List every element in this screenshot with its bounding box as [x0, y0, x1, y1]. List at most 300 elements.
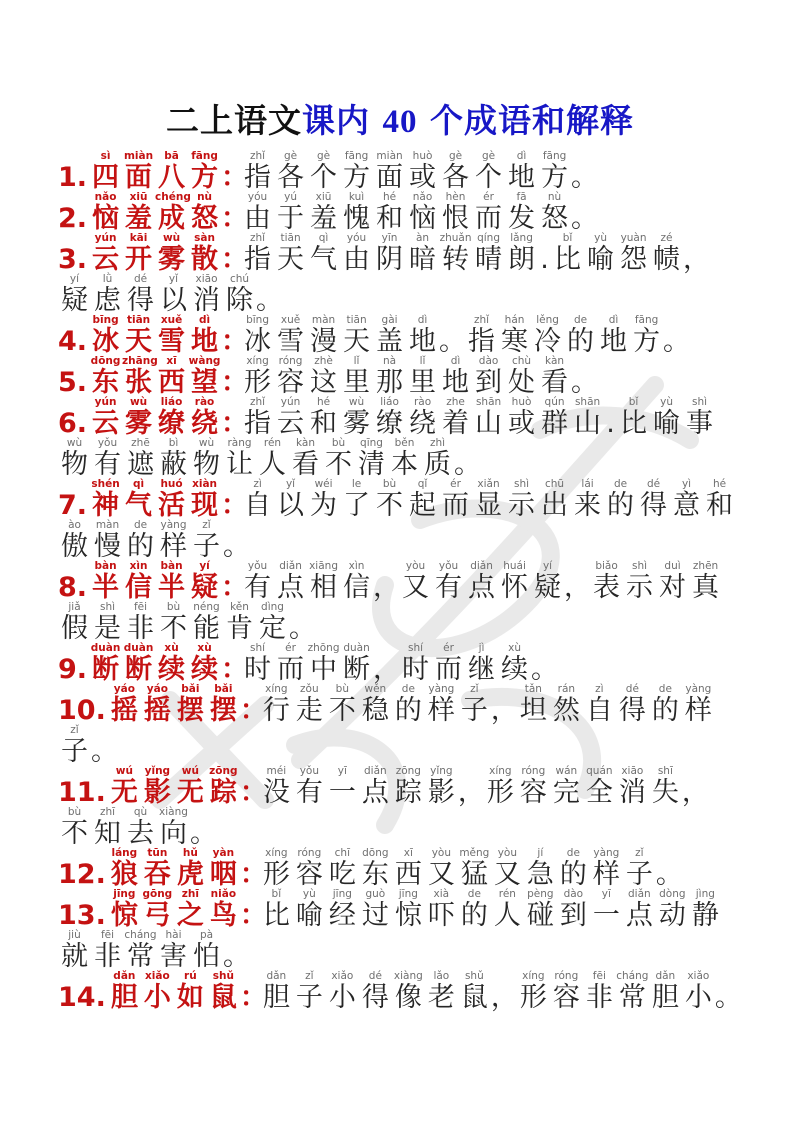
pinyin-han-cell [439, 397, 472, 438]
pinyin-han-cell [564, 315, 597, 356]
han-char: 稳 [361, 695, 389, 726]
han-char: 形 [486, 777, 514, 808]
pinyin-label: huái [503, 560, 526, 572]
pinyin-han-cell [392, 889, 425, 930]
han-char: 。 [663, 326, 691, 357]
pinyin-han-cell [703, 479, 736, 520]
han-char: 去 [127, 818, 154, 849]
pinyin-han-cell [682, 971, 715, 1012]
han-char: 踪 [394, 777, 422, 808]
pinyin-label: diǎn [364, 765, 387, 777]
han-char: 相 [310, 572, 338, 603]
han-char: 点 [468, 572, 496, 603]
han-char: 全 [585, 777, 613, 808]
pinyin-han-cell [650, 397, 683, 438]
pinyin-han-cell [505, 356, 538, 397]
pinyin-label: nǎo [412, 191, 433, 203]
han-char: 个 [475, 162, 503, 193]
pinyin-han-cell [58, 438, 91, 479]
pinyin-han-cell [190, 274, 223, 315]
pinyin-label: zǒu [300, 683, 319, 695]
han-char: ， [490, 695, 518, 726]
pinyin-han-cell [637, 479, 670, 520]
pinyin-label: zǐ [70, 724, 79, 736]
pinyin-han-cell [241, 315, 274, 356]
han-char: 12. [58, 859, 106, 890]
pinyin-label: fāng [191, 150, 218, 162]
entry-number [58, 233, 89, 274]
entry-number [58, 397, 89, 438]
pinyin-label: wán [555, 765, 578, 777]
han-char: 过 [361, 900, 389, 931]
pinyin-label: yǐ [285, 478, 296, 490]
pinyin-label: yǒu [299, 765, 319, 777]
colon-separator [221, 192, 249, 234]
pinyin-han-cell [458, 848, 491, 889]
pinyin-label: dì [198, 314, 211, 326]
pinyin-han-cell [89, 192, 122, 233]
han-char: 自 [244, 490, 272, 521]
pinyin-label: bù [166, 601, 181, 613]
pinyin-label: nù [197, 191, 213, 203]
pinyin-han-cell [340, 479, 373, 520]
han-char: 地 [409, 326, 437, 357]
pinyin-han-cell [505, 233, 538, 274]
pinyin-label: zhǐ [250, 232, 266, 244]
pinyin-label: màn [311, 314, 336, 326]
han-char: 真 [692, 572, 720, 603]
pinyin-label: gè [448, 150, 463, 162]
pinyin-han-cell [58, 807, 91, 848]
pinyin-han-cell [458, 889, 491, 930]
pinyin-label: xiǎo [145, 970, 170, 982]
han-char: 7. [58, 490, 88, 521]
pinyin-label: róng [278, 355, 303, 367]
han-char: 云 [92, 408, 120, 439]
pinyin-label: tǎn [524, 683, 542, 695]
pinyin-han-cell [359, 848, 392, 889]
han-char: 又 [493, 859, 521, 890]
pinyin-label: zǐ [202, 519, 211, 531]
pinyin-label: rén [263, 437, 282, 449]
han-char: 喻 [653, 408, 681, 439]
pinyin-label: fēi [592, 970, 606, 982]
pinyin-han-cell [260, 971, 293, 1012]
han-char: 得 [640, 490, 668, 521]
han-char: 不 [325, 449, 352, 480]
pinyin-han-cell [122, 643, 155, 684]
pinyin-han-cell [207, 766, 240, 807]
pinyin-label: yún [280, 396, 301, 408]
han-char: 5. [58, 367, 88, 398]
pinyin-label: ràng [227, 437, 252, 449]
pinyin-han-cell [531, 561, 564, 602]
pinyin-han-cell [207, 684, 240, 725]
han-char: 容 [552, 982, 580, 1013]
pinyin-label: dì [417, 314, 428, 326]
han-char: 方 [343, 162, 371, 193]
han-char: 各 [442, 162, 470, 193]
entry-number [58, 684, 108, 725]
pinyin-label: qì [318, 232, 329, 244]
pinyin-label: shān [475, 396, 502, 408]
pinyin-label: duàn [343, 642, 370, 654]
han-char: 。 [655, 859, 683, 890]
pinyin-han-cell [326, 971, 359, 1012]
pinyin-label: xìn [129, 560, 148, 572]
pinyin-label: xiāng [309, 560, 338, 572]
pinyin-label: zhī [181, 888, 199, 900]
pinyin-han-cell [89, 397, 122, 438]
han-char: 蔽 [160, 449, 187, 480]
pinyin-label: nà [383, 355, 397, 367]
pinyin-label: ér [483, 191, 494, 203]
pinyin-label: xiàn [192, 478, 218, 490]
pinyin-han-cell [392, 971, 425, 1012]
han-char: 指 [244, 408, 272, 439]
han-char: 示 [508, 490, 536, 521]
pinyin-han-cell [650, 233, 683, 274]
han-char: 而 [475, 203, 503, 234]
pinyin-label: yáo [113, 683, 135, 695]
pinyin-han-cell [551, 233, 584, 274]
han-char: 11. [58, 777, 106, 808]
pinyin-han-cell [465, 561, 498, 602]
han-char: 一 [592, 900, 620, 931]
pinyin-han-cell [174, 766, 207, 807]
han-char: 时 [244, 654, 272, 685]
han-char: 能 [193, 613, 220, 644]
han-char: 西 [158, 367, 186, 398]
punctuation-cell [91, 725, 117, 766]
pinyin-han-cell [340, 315, 373, 356]
pinyin-label: màn [95, 519, 120, 531]
pinyin-label: fāng [344, 150, 369, 162]
han-char: 开 [125, 244, 153, 275]
pinyin-label: xī [166, 355, 177, 367]
pinyin-label: yí [542, 560, 553, 572]
han-char: 寒 [501, 326, 529, 357]
han-char: 。 [256, 285, 283, 316]
pinyin-label: dìng [261, 601, 284, 613]
pinyin-han-cell [340, 397, 373, 438]
pinyin-label: yàng [160, 519, 187, 531]
pinyin-han-cell [274, 479, 307, 520]
han-char: 。 [223, 531, 250, 562]
pinyin-han-cell [207, 971, 240, 1012]
pinyin-han-cell [432, 561, 465, 602]
pinyin-han-cell [223, 438, 256, 479]
pinyin-label: bù [67, 806, 82, 818]
entry-line [58, 889, 748, 930]
han-char: . [540, 244, 549, 275]
pinyin-han-cell [399, 561, 432, 602]
han-char: 面 [376, 162, 404, 193]
pinyin-label: liáo [160, 396, 183, 408]
pinyin-han-cell [274, 233, 307, 274]
pinyin-label: duì [664, 560, 681, 572]
han-char: 断 [125, 654, 153, 685]
punctuation-cell [571, 356, 597, 397]
han-char: 一 [328, 777, 356, 808]
punctuation-cell [571, 192, 597, 233]
pinyin-han-cell [472, 233, 505, 274]
pinyin-label: yòu [405, 560, 426, 572]
pinyin-han-cell [340, 643, 373, 684]
pinyin-han-cell [58, 930, 91, 971]
pinyin-han-cell [260, 684, 293, 725]
han-char: ： [239, 900, 267, 931]
colon-separator [221, 479, 249, 521]
han-char: 碰 [526, 900, 554, 931]
pinyin-label: yú [284, 191, 297, 203]
han-char: 有 [435, 572, 463, 603]
han-char: 天 [343, 326, 371, 357]
han-char: 10. [58, 695, 106, 726]
pinyin-label: bǐ [271, 888, 282, 900]
han-char: 怨 [620, 244, 648, 275]
pinyin-han-cell [91, 930, 124, 971]
entry-line [58, 643, 748, 684]
han-char: 不 [160, 613, 187, 644]
pinyin-label: bàn [160, 560, 183, 572]
pinyin-han-cell [583, 684, 616, 725]
colon-separator [221, 397, 249, 439]
pinyin-han-cell [58, 602, 91, 643]
han-char: 续 [191, 654, 219, 685]
han-char: 摇 [110, 695, 138, 726]
han-char: ， [490, 982, 518, 1013]
han-char: 示 [626, 572, 654, 603]
han-char: 形 [244, 367, 272, 398]
pinyin-label: tiān [280, 232, 301, 244]
entry-number [58, 151, 89, 192]
pinyin-han-cell [498, 561, 531, 602]
pinyin-han-cell [583, 971, 616, 1012]
pinyin-label: chú [229, 273, 250, 285]
pinyin-label: yí [69, 273, 80, 285]
pinyin-label: wàng [188, 355, 221, 367]
han-char: 现 [191, 490, 219, 521]
pinyin-han-cell [623, 561, 656, 602]
entry-line [58, 438, 748, 479]
pinyin-label: xiàng [159, 806, 188, 818]
han-char: 的 [607, 490, 635, 521]
punctuation-cell [571, 151, 597, 192]
pinyin-label: fā [516, 191, 527, 203]
pinyin-han-cell [616, 766, 649, 807]
han-char: 表 [593, 572, 621, 603]
han-char: 由 [244, 203, 272, 234]
entry-number [58, 889, 108, 930]
han-char: 起 [409, 490, 437, 521]
han-char: 对 [659, 572, 687, 603]
pinyin-label: wéi [314, 478, 333, 490]
pinyin-han-cell [155, 315, 188, 356]
pinyin-label: rào [413, 396, 432, 408]
han-char: 事 [686, 408, 714, 439]
pinyin-han-cell [498, 643, 531, 684]
han-char: 疑 [534, 572, 562, 603]
pinyin-han-cell [617, 233, 650, 274]
han-char: 比 [554, 244, 582, 275]
pinyin-label: hé [712, 478, 727, 490]
han-char: 散 [191, 244, 219, 275]
han-char: 转 [442, 244, 470, 275]
punctuation-cell [491, 684, 517, 725]
han-char: 比 [262, 900, 290, 931]
pinyin-han-cell [89, 151, 122, 192]
han-char: 又 [427, 859, 455, 890]
han-char: 半 [92, 572, 120, 603]
han-char: 到 [559, 900, 587, 931]
entry-line [58, 315, 748, 356]
pinyin-han-cell [630, 315, 663, 356]
pinyin-han-cell [223, 602, 256, 643]
pinyin-han-cell [241, 561, 274, 602]
pinyin-han-cell [274, 397, 307, 438]
pinyin-han-cell [388, 438, 421, 479]
han-char: 指 [244, 162, 272, 193]
pinyin-label: yǐ [168, 273, 179, 285]
pinyin-label: tiān [126, 314, 151, 326]
han-char: 子 [295, 982, 323, 1013]
han-char: 天 [125, 326, 153, 357]
idiom-entry [58, 479, 748, 561]
pinyin-han-cell [439, 233, 472, 274]
pinyin-han-cell [141, 848, 174, 889]
han-char: 自 [585, 695, 613, 726]
han-char: ： [239, 859, 267, 890]
pinyin-label: xíng [265, 683, 288, 695]
pinyin-label: shén [91, 478, 120, 490]
han-char: 消 [618, 777, 646, 808]
punctuation-cell [458, 766, 484, 807]
pinyin-label: xiū [129, 191, 148, 203]
pinyin-han-cell [689, 561, 722, 602]
han-char: 山 [475, 408, 503, 439]
pinyin-label: dé [368, 970, 382, 982]
han-char: 盖 [376, 326, 404, 357]
pinyin-han-cell [538, 397, 571, 438]
colon-separator [239, 848, 267, 890]
han-char: 的 [651, 695, 679, 726]
han-char: 半 [158, 572, 186, 603]
pinyin-label: hé [316, 396, 331, 408]
pinyin-label: xù [508, 642, 521, 654]
pinyin-han-cell [538, 356, 571, 397]
pinyin-han-cell [122, 479, 155, 520]
han-char: 吓 [427, 900, 455, 931]
pinyin-han-cell [274, 643, 307, 684]
han-char: 子 [61, 736, 88, 767]
pinyin-label: wù [162, 232, 181, 244]
han-char: 2. [58, 203, 88, 234]
han-char: 完 [552, 777, 580, 808]
pinyin-han-cell [241, 479, 274, 520]
han-char: 经 [328, 900, 356, 931]
entry-number [58, 766, 108, 807]
han-char: ： [221, 244, 249, 275]
pinyin-han-cell [683, 397, 716, 438]
han-char: 处 [508, 367, 536, 398]
pinyin-label: xìn [348, 560, 365, 572]
pinyin-han-cell [373, 233, 406, 274]
pinyin-han-cell [392, 848, 425, 889]
han-char: 子 [460, 695, 488, 726]
pinyin-label: biǎo [595, 560, 618, 572]
pinyin-han-cell [517, 684, 550, 725]
pinyin-han-cell [157, 438, 190, 479]
pinyin-han-cell [340, 233, 373, 274]
han-char: 怒 [541, 203, 569, 234]
han-char: 又 [402, 572, 430, 603]
han-char: 不 [61, 818, 88, 849]
pinyin-label: de [566, 847, 580, 859]
han-char: 狼 [110, 859, 138, 890]
idiom-entry [58, 397, 748, 479]
han-char: 冰 [92, 326, 120, 357]
pinyin-label: jīng [398, 888, 418, 900]
colon-separator [239, 971, 267, 1013]
entry-line [58, 356, 748, 397]
han-char: ， [457, 777, 485, 808]
idiom-entry [58, 315, 748, 356]
pinyin-label: chù [512, 355, 532, 367]
pinyin-han-cell [439, 356, 472, 397]
pinyin-label: zhe [446, 396, 465, 408]
pinyin-han-cell [623, 848, 656, 889]
han-char: 向 [160, 818, 187, 849]
pinyin-han-cell [155, 151, 188, 192]
han-char: 常 [618, 982, 646, 1013]
idiom-entry [58, 233, 748, 315]
pinyin-label: shì [99, 601, 116, 613]
pinyin-label: shì [514, 478, 530, 490]
pinyin-label: cháng [616, 970, 649, 982]
han-char: 疑 [191, 572, 219, 603]
pinyin-label: gōng [142, 888, 173, 900]
pinyin-label: sì [100, 150, 111, 162]
pinyin-han-cell [241, 643, 274, 684]
han-char: 急 [526, 859, 554, 890]
pinyin-han-cell [425, 684, 458, 725]
pinyin-han-cell [472, 356, 505, 397]
han-char: 非 [585, 982, 613, 1013]
pinyin-han-cell [623, 889, 656, 930]
pinyin-han-cell [421, 438, 454, 479]
pinyin-han-cell [425, 766, 458, 807]
pinyin-han-cell [122, 315, 155, 356]
han-char: 。 [454, 449, 481, 480]
pinyin-han-cell [188, 561, 221, 602]
punctuation-cell [373, 643, 399, 684]
han-char: 质 [424, 449, 451, 480]
han-char: 成 [158, 203, 186, 234]
pinyin-han-cell [326, 848, 359, 889]
idiom-entry [58, 766, 748, 848]
pinyin-label: fāng [634, 314, 659, 326]
pinyin-label: yí [199, 560, 210, 572]
pinyin-label: yī [601, 888, 611, 900]
pinyin-label: wú [115, 765, 133, 777]
entry-line [58, 725, 748, 766]
pinyin-label: jì [478, 642, 485, 654]
pinyin-label: diǎn [279, 560, 302, 572]
han-char: 得 [127, 285, 154, 316]
pinyin-label: zì [253, 478, 262, 490]
pinyin-label: hán [504, 314, 525, 326]
